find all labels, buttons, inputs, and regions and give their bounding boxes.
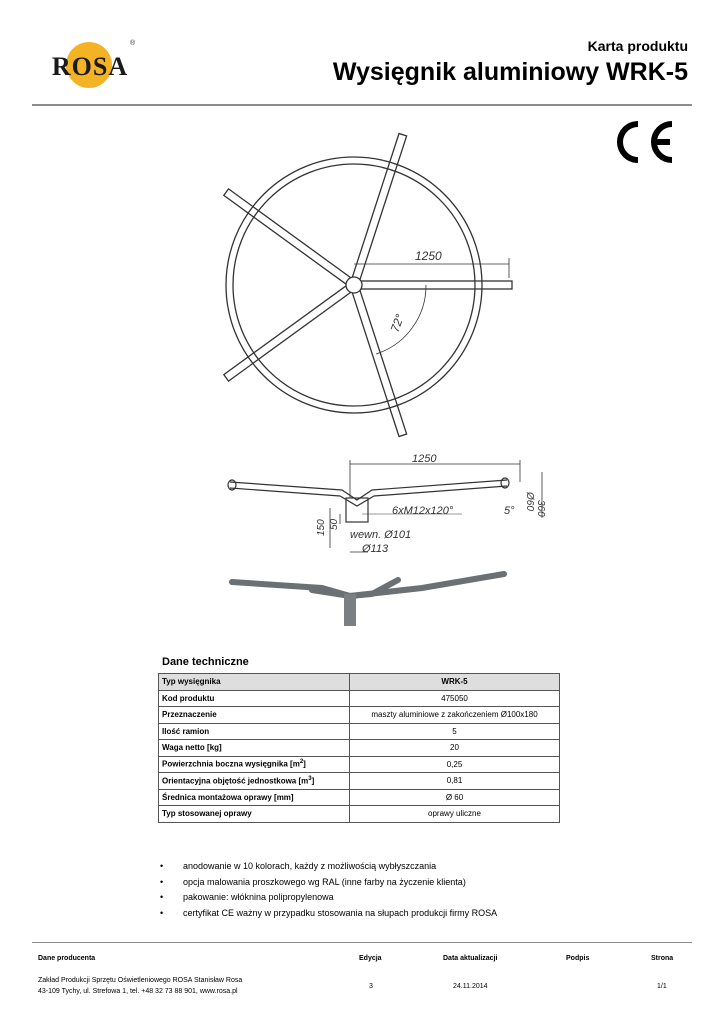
- arm-5: [352, 289, 407, 436]
- dim-tilt-label: 5°: [504, 505, 515, 517]
- spec-label: Kod produktu: [159, 690, 350, 707]
- product-render: [222, 568, 512, 628]
- spec-value: 0,25: [350, 756, 560, 773]
- dim-h150-label: 150: [316, 519, 327, 536]
- list-item: • opcja malowania proszkowego wg RAL (inne farby na życzenie klienta): [160, 877, 497, 893]
- document-type: Karta produktu: [587, 38, 688, 54]
- page-title: Wysięgnik aluminiowy WRK-5: [332, 58, 688, 86]
- top-view-drawing: [210, 128, 530, 444]
- list-item: • certyfikat CE ważny w przypadku stosowania na słupach produkcji firmy ROSA: [160, 908, 497, 924]
- footer-producer-label: Dane producenta: [38, 955, 96, 962]
- arm-1: [360, 281, 512, 289]
- footer-producer-line2: 43-109 Tychy, ul. Strefowa 1, tel. +48 32 73 88 901, www.rosa.pl: [38, 988, 238, 995]
- table-row: [159, 707, 560, 724]
- table-row: [159, 756, 560, 773]
- footer-producer-line1: Zakład Produkcji Sprzętu Oświetleniowego ROSA Stanisław Rosa: [38, 977, 243, 984]
- spec-label: Średnica montażowa oprawy [mm]: [159, 789, 350, 806]
- table-row: [159, 740, 560, 757]
- footer-page: 1/1: [657, 983, 667, 990]
- footer-date-label: Data aktualizacji: [443, 955, 498, 962]
- dim-rise-label: 360: [535, 500, 546, 517]
- list-item: • anodowanie w 10 kolorach, każdy z możliwością wybłyszczania: [160, 861, 497, 877]
- list-item: • pakowanie: włóknina polipropylenowa: [160, 892, 497, 908]
- spec-value: Ø 60: [350, 789, 560, 806]
- spec-label: Typ wysięgnika: [159, 674, 350, 691]
- dim-h50-label: 50: [329, 518, 340, 530]
- dim-bolts-label: 6xM12x120°: [392, 505, 454, 517]
- spec-label: Ilość ramion: [159, 723, 350, 740]
- registered-mark: ®: [130, 40, 136, 47]
- spec-label: Typ stosowanej oprawy: [159, 806, 350, 823]
- footer-page-label: Strona: [651, 955, 674, 962]
- dim-tube-label: Ø60: [524, 492, 535, 511]
- hub: [346, 277, 362, 293]
- dim-inner-label: wewn. Ø101: [350, 529, 412, 541]
- table-row: [159, 773, 560, 790]
- spec-label: Waga netto [kg]: [159, 740, 350, 757]
- side-view-drawing: [222, 452, 552, 560]
- spec-value: 5: [350, 723, 560, 740]
- footer-date: 24.11.2014: [453, 983, 488, 990]
- features-list: [160, 861, 497, 923]
- spec-value: 20: [350, 740, 560, 757]
- specs-title: Dane techniczne: [162, 656, 249, 668]
- dim-radius-label: 1250: [415, 249, 442, 263]
- dim-outer-label: Ø113: [362, 543, 389, 555]
- table-row: [159, 690, 560, 707]
- ce-mark-icon: [612, 118, 678, 166]
- spec-label: Przeznaczenie: [159, 707, 350, 724]
- table-row: [159, 674, 560, 691]
- footer-signature-label: Podpis: [566, 955, 590, 962]
- footer-edition-label: Edycja: [359, 955, 382, 962]
- logo-text: ROSA: [51, 52, 129, 81]
- spec-value: maszty aluminiowe z zakończeniem Ø100x180: [350, 707, 560, 724]
- table-row: [159, 789, 560, 806]
- company-logo: [44, 40, 144, 92]
- spec-label: Orientacyjna objętość jednostkowa $[m^3]$: [159, 773, 350, 790]
- table-row: [159, 806, 560, 823]
- header-divider: [32, 104, 692, 106]
- arm-2: [352, 133, 407, 280]
- specs-table: [158, 673, 560, 823]
- table-row: [159, 723, 560, 740]
- spec-value: 475050: [350, 690, 560, 707]
- footer-divider: [32, 942, 692, 943]
- dim-angle-label: 72°: [387, 312, 408, 335]
- spec-value: oprawy uliczne: [350, 806, 560, 823]
- spec-label: Powierzchnia boczna wysięgnika $[m^2]$: [159, 756, 350, 773]
- dim-length-label: 1250: [412, 453, 437, 465]
- footer-edition: 3: [369, 983, 373, 990]
- spec-value: 0,81: [350, 773, 560, 790]
- spec-value: WRK-5: [350, 674, 560, 691]
